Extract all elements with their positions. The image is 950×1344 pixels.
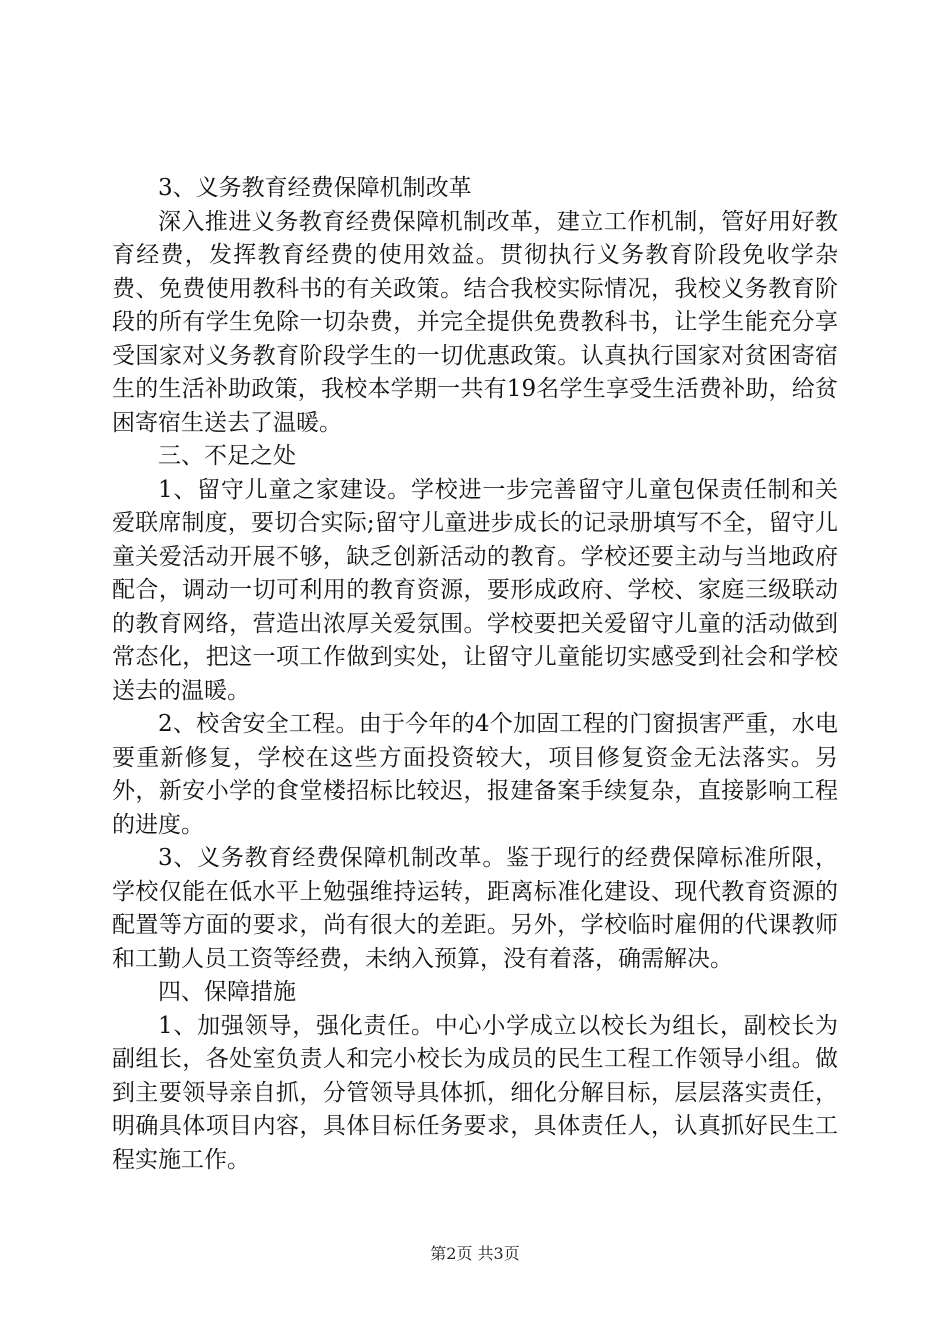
paragraph-funding-shortfall: 3、义务教育经费保障机制改革。鉴于现行的经费保障标准所限，学校仅能在低水平上勉强维持运转，距离标准化建设、现代教育资源的配置等方面的要求，尚有很大的差距。另外，学校临时雇佣的代课教师和工勤人员工资等经费，未纳入预算，没有着落，确需解决。 [112, 845, 838, 972]
paragraph-heading-funding-reform: 3、义务教育经费保障机制改革 [158, 175, 472, 201]
paragraph-leadership: 1、加强领导，强化责任。中心小学成立以校长为组长，副校长为副组长，各处室负责人和完小校长为成员的民生工程工作领导小组。做到主要领导亲自抓，分管领导具体抓，细化分解目标，层层落实责任，明确具体项目内容，具体目标任务要求，具体责任人，认真抓好民生工程实施工作。 [112, 1012, 838, 1173]
section-heading-safeguards: 四、保障措施 [158, 979, 296, 1005]
paragraph-left-behind-children: 1、留守儿童之家建设。学校进一步完善留守儿童包保责任制和关爱联席制度，要切合实际;留守儿童进步成长的记录册填写不全，留守儿童关爱活动开展不够，缺乏创新活动的教育。学校还要主动与当地政府配合，调动一切可利用的教育资源，要形成政府、学校、家庭三级联动的教育网络，营造出浓厚关爱氛围。学校要把关爱留守儿童的活动做到常态化，把这一项工作做到实处，让留守儿童能切实感受到社会和学校送去的温暖。 [112, 476, 838, 704]
section-heading-shortcomings: 三、不足之处 [158, 443, 296, 469]
paragraph-funding-reform-body: 深入推进义务教育经费保障机制改革，建立工作机制，管好用好教育经费，发挥教育经费的使用效益。贯彻执行义务教育阶段免收学杂费、免费使用教科书的有关政策。结合我校实际情况，我校义务教育阶段的所有学生免除一切杂费，并完全提供免费教科书，让学生能充分享受国家对义务教育阶段学生的一切优惠政策。认真执行国家对贫困寄宿生的生活补助政策，我校本学期一共有19名学生享受生活费补助，给贫困寄宿生送去了温暖。 [112, 208, 838, 436]
paragraph-school-safety: 2、校舍安全工程。由于今年的4个加固工程的门窗损害严重，水电要重新修复，学校在这些方面投资较大，项目修复资金无法落实。另外，新安小学的食堂楼招标比较迟，报建备案手续复杂，直接影响工程的进度。 [112, 711, 838, 838]
document-body [112, 172, 838, 1177]
page-number-footer: 第2页 共3页 [430, 1244, 520, 1263]
